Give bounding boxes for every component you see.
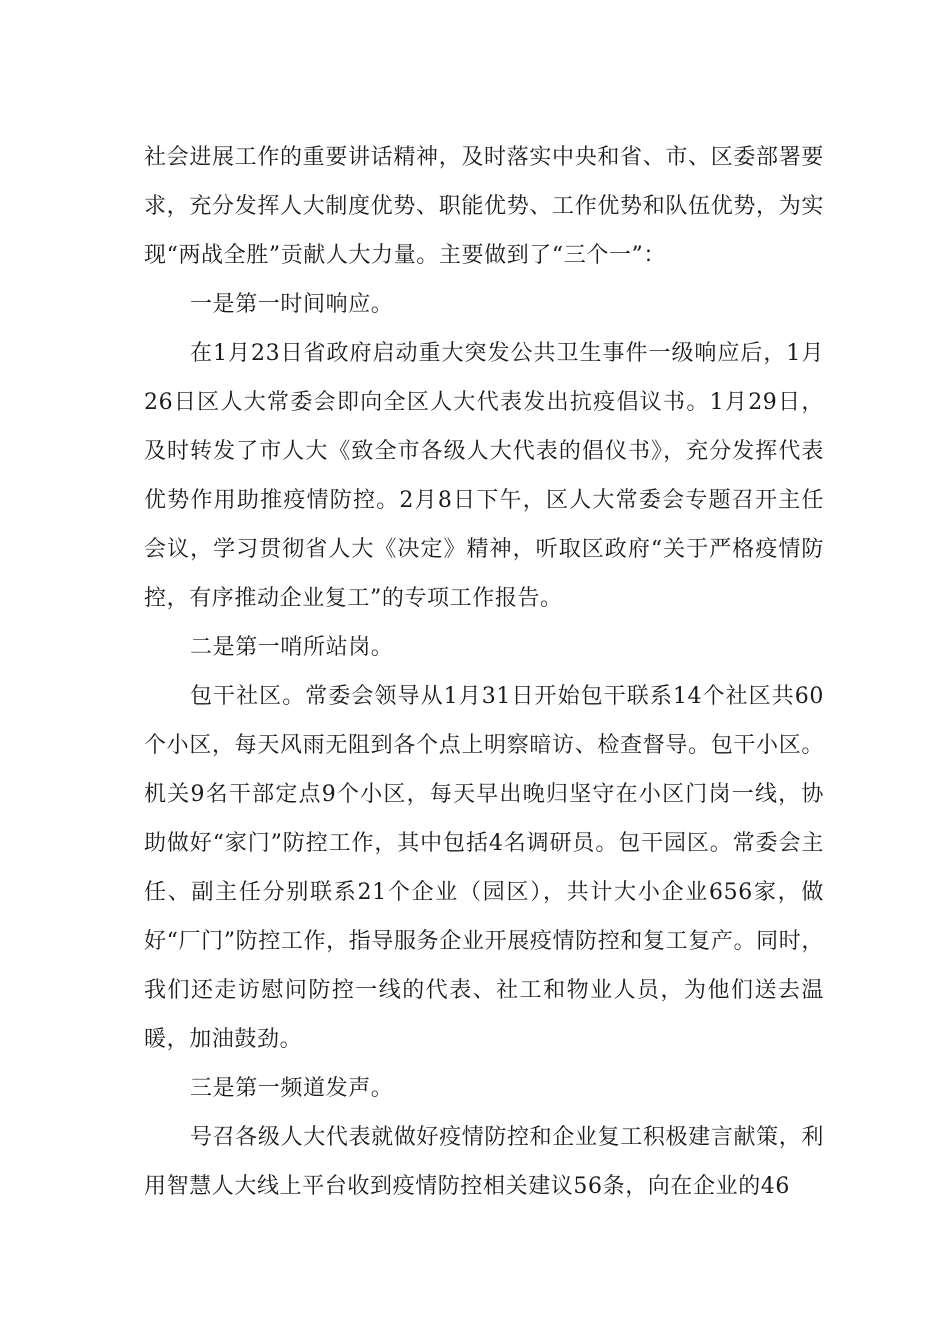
paragraph-first-channel: 号召各级人大代表就做好疫情防控和企业复工积极建言献策，利用智慧人大线上平台收到疫情防控相关建议56条，向在企业的46 (144, 1125, 824, 1199)
paragraph-first-response: 在1月23日省政府启动重大突发公共卫生事件一级响应后，1月26日区人大常委会即向全区人大代表发出抗疫倡议书。1月29日，及时转发了市人大《致全市各级人大代表的倡仪书》，充分发挥代表优势作用助推疫情防控。2月8日下午，区人大常委会专题召开主任会议，学习贯彻省人大《决定》精神，听取区政府“关于严格疫情防控，有序推动企业复工”的专项工作报告。 (144, 341, 824, 611)
heading-first-channel: 三是第一频道发声。 (190, 1076, 394, 1101)
document-body (144, 133, 824, 1211)
paragraph-intro: 社会进展工作的重要讲话精神，及时落实中央和省、市、区委部署要求，充分发挥人大制度优势、职能优势、工作优势和队伍优势，为实现“两战全胜”贡献人大力量。主要做到了“三个一”： (144, 145, 824, 268)
heading-first-response: 一是第一时间响应。 (190, 292, 394, 317)
heading-first-post: 二是第一哨所站岗。 (190, 635, 394, 660)
paragraph-first-post: 包干社区。常委会领导从1月31日开始包干联系14个社区共60个小区，每天风雨无阻到各个点上明察暗访、检查督导。包干小区。机关9名干部定点9个小区，每天早出晚归坚守在小区门岗一线，协助做好“家门”防控工作，其中包括4名调研员。包干园区。常委会主任、副主任分别联系21个企业（园区），共计大小企业656家，做好“厂门”防控工作，指导服务企业开展疫情防控和复工复产。同时，我们还走访慰问防控一线的代表、社工和物业人员，为他们送去温暖，加油鼓劲。 (144, 684, 824, 1052)
